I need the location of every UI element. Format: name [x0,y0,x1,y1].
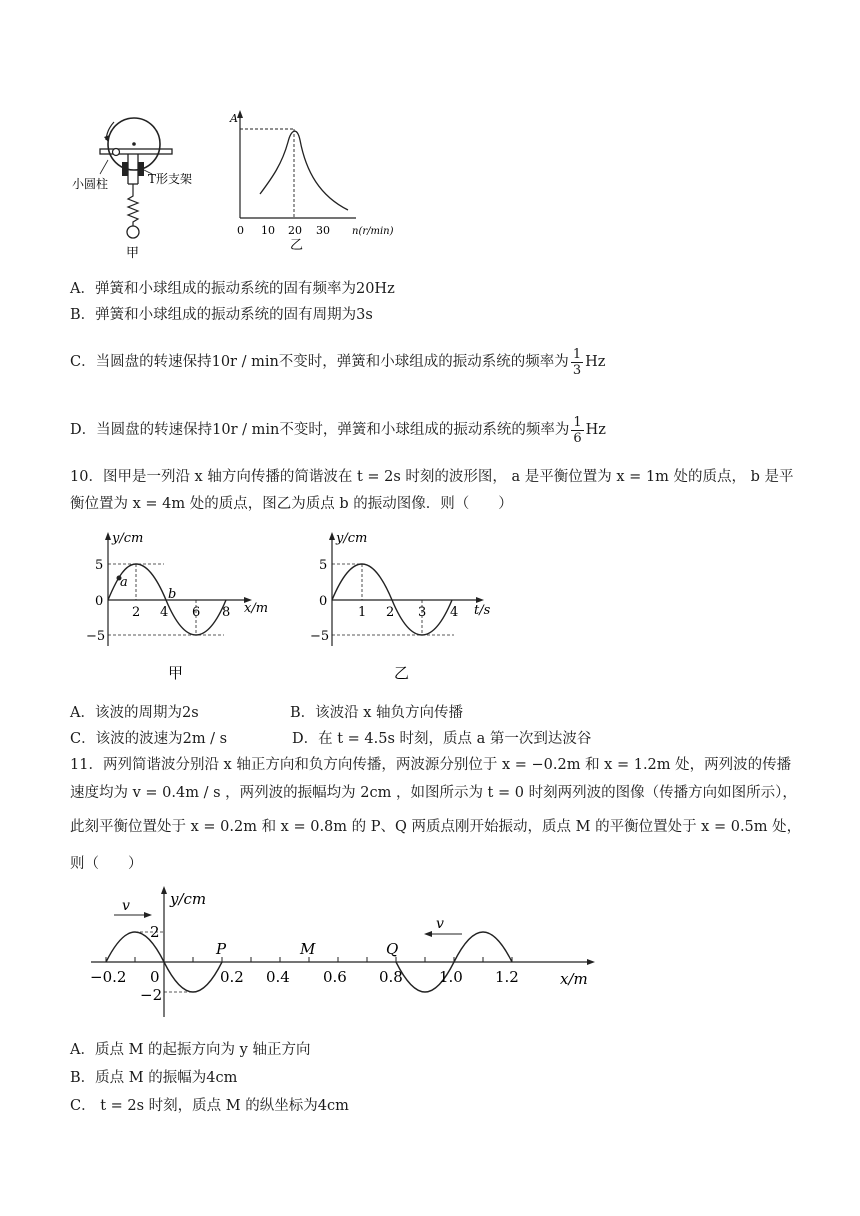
spring [128,184,138,226]
x-label: x/m [560,970,588,988]
x-tick-0: 0 [150,968,160,986]
x-tick-3: 3 [418,605,427,620]
fig-top-jia [70,100,200,265]
q10-fig-jia [88,528,288,683]
q9-option-c-text: C．当圆盘的转速保持10r / min不变时，弹簧和小球组成的振动系统的频率为 [70,354,569,370]
q11-option-b: B．质点 M 的振幅为4cm [70,1070,238,1086]
q11-stem-line2: 速度均为 v = 0.4m / s ，两列波的振幅均为 2cm ，如图所示为 t = 0 时刻两列波的图像（传播方向如图所示）， [70,785,797,801]
guide-block [122,162,128,176]
tick-0: 0 [237,224,244,237]
v-left: v [122,898,130,914]
q10-option-d: D．在 t = 4.5s 时刻，质点 a 第一次到达波谷 [292,731,592,747]
x-tick-0.2: 0.2 [220,968,244,986]
x-tick-8: 8 [222,605,231,620]
label-p: P [216,940,227,958]
q11-stem-line1: 11．两列简谐波分别沿 x 轴正方向和负方向传播，两波源分别位于 x = −0.2m 和 x = 1.2m 处，两列波的传播 [70,757,792,773]
q9-option-b: B．弹簧和小球组成的振动系统的固有周期为3s [70,307,373,323]
q11-option-c: C． t = 2s 时刻，质点 M 的纵坐标为4cm [70,1098,349,1114]
q9-option-d-text: D．当圆盘的转速保持10r / min不变时，弹簧和小球组成的振动系统的频率为 [70,422,570,438]
q9-option-a: A．弹簧和小球组成的振动系统的固有频率为20Hz [70,281,395,297]
x-tick-0.8: 0.8 [379,968,403,986]
x-tick-1: 1 [358,605,367,620]
x-tick-4: 4 [450,605,459,620]
resonance-curve [260,131,348,210]
fraction-one-third: $\frac{1}{3}$ [572,346,582,378]
x-tick-1.0: 1.0 [439,968,463,986]
label-a: a [120,575,128,590]
tick-10: 10 [261,224,275,237]
q11-fig [86,882,606,1032]
unit-hz: Hz [585,422,606,438]
q10-stem-line1: 10．图甲是一列沿 x 轴方向传播的简谐波在 t = 2s 时刻的波形图， a 是平衡位置为 x = 1m 处的质点， b 是平 [70,469,794,485]
x-tick-0.6: 0.6 [323,968,347,986]
q11-stem-line4: 则（ ） [70,856,143,872]
fig-top-yi [228,106,408,251]
y-tick-neg5: −5 [310,629,330,644]
y-tick-neg5: −5 [86,629,106,644]
x-tick-2: 2 [132,605,141,620]
tick-20: 20 [288,224,302,237]
arrow-right-icon [144,912,152,918]
unit-hz: Hz [585,354,606,370]
label-b: b [168,587,177,602]
x-tick-0.4: 0.4 [266,968,290,986]
fraction-one-sixth: $\frac{1}{6}$ [573,414,582,446]
caption-jia: 甲 [168,664,184,682]
y-tick-neg2: −2 [140,986,163,1004]
y-tick-0: 0 [319,594,328,609]
y-label: y/cm [336,531,368,546]
y-tick-0: 0 [95,594,104,609]
q10-fig-yi [310,528,510,683]
x-tick-neg0.2: −0.2 [90,968,127,986]
axis-y-label: A [230,112,238,125]
label-q: Q [386,940,399,958]
label-xiaoyuanzhu: 小圆柱 [72,177,109,191]
q9-option-c [70,344,605,380]
y-tick-2: 2 [150,923,160,941]
caption-yi: 乙 [290,238,304,253]
q11-option-a: A．质点 M 的起振方向为 y 轴正方向 [70,1042,311,1058]
y-label: y/cm [112,531,144,546]
tick-30: 30 [316,224,330,237]
t-bracket-bar [100,149,172,154]
x-tick-6: 6 [192,605,201,620]
q9-option-d [70,412,606,448]
caption-jia: 甲 [126,246,140,261]
axis-x-label: n(r/min) [352,226,394,237]
q10-option-a: A．该波的周期为2s [70,705,199,721]
x-tick-1.2: 1.2 [495,968,519,986]
caption-yi: 乙 [394,664,410,682]
q10-option-c: C．该波的波速为2m / s [70,731,228,747]
small-cylinder [113,149,120,156]
q11-stem-line3: 此刻平衡位置处于 x = 0.2m 和 x = 0.8m 的 P、Q 两质点刚开始振动，质点 M 的平衡位置处于 x = 0.5m 处， [70,819,802,835]
x-label: t/s [474,603,491,618]
ball [127,226,139,238]
x-tick-4: 4 [160,605,169,620]
q10-stem-line2: 衡位置为 x = 4m 处的质点，图乙为质点 b 的振动图像．则（ ） [70,496,513,512]
q10-option-b: B．该波沿 x 轴负方向传播 [290,705,464,721]
y-tick-5: 5 [95,558,104,573]
y-label: y/cm [170,890,207,908]
label-txing: T形支架 [148,172,193,186]
disc-center [132,142,136,146]
arrow-left-icon [424,931,432,937]
x-tick-2: 2 [386,605,395,620]
x-label: x/m [244,601,269,616]
y-tick-5: 5 [319,558,328,573]
v-right: v [436,916,444,932]
label-m: M [300,940,316,958]
